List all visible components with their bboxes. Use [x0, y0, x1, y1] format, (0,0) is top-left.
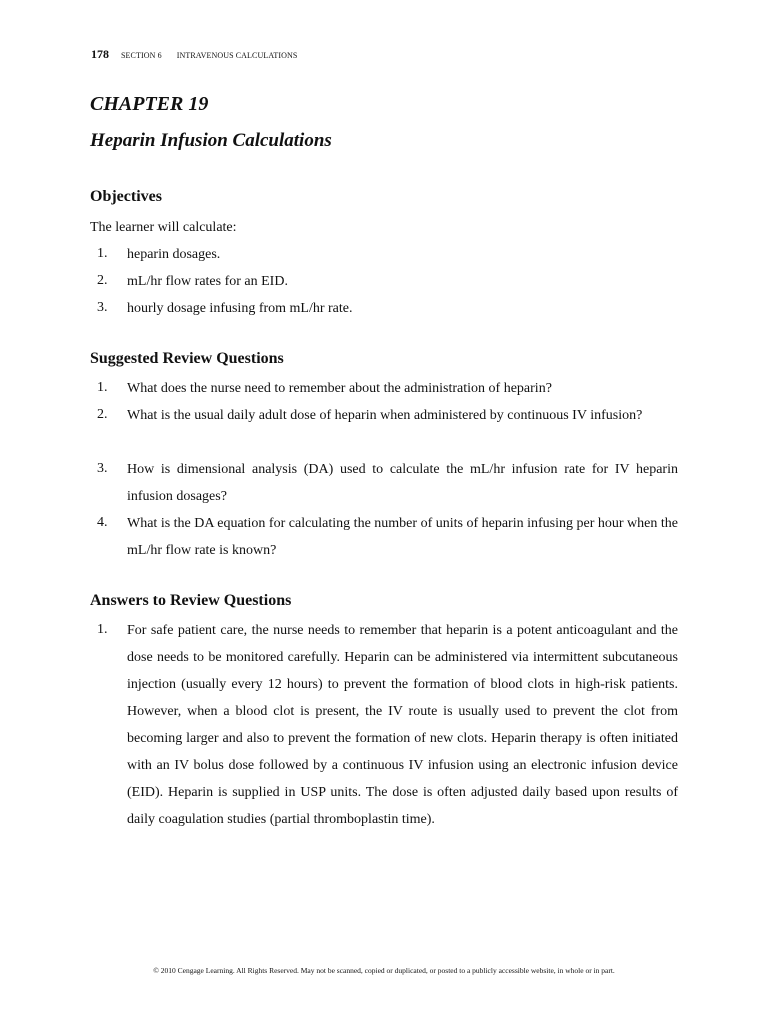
objectives-intro: The learner will calculate: [90, 220, 237, 235]
list-text: mL/hr flow rates for an EID. [127, 274, 288, 289]
list-text: How is dimensional analysis (DA) used to calculate the mL/hr infusion rate for IV heparin infusion dosages? [127, 462, 678, 504]
list-number: 4. [97, 515, 108, 530]
list-number: 3. [97, 300, 108, 315]
copyright-footer: © 2010 Cengage Learning. All Rights Reserved. May not be scanned, copied or duplicated, or posted to a publicly accessible website, in whole or in part. [153, 966, 615, 975]
list-number: 2. [97, 273, 108, 288]
section-label: SECTION 6 [121, 51, 162, 60]
objective-item [90, 273, 678, 290]
page-number: 178 [91, 47, 109, 61]
list-number: 2. [97, 407, 108, 422]
list-number: 1. [97, 380, 108, 395]
review-question-item [90, 380, 678, 397]
chapter-label: CHAPTER 19 [90, 93, 209, 115]
answers-heading: Answers to Review Questions [90, 592, 292, 609]
list-text: heparin dosages. [127, 247, 221, 262]
list-text: hourly dosage infusing from mL/hr rate. [127, 301, 353, 316]
review-question-item [90, 510, 678, 564]
chapter-title: Heparin Infusion Calculations [90, 130, 332, 151]
list-number: 1. [97, 622, 108, 637]
list-text: For safe patient care, the nurse needs to remember that heparin is a potent anticoagulant and the dose needs to be monitored carefully. Heparin can be administered via intermittent subcutaneous injection (usually every 12 hours) to prevent the formation of blood clots in high-risk patients. However, when a blood clot is present, the IV route is usually used to prevent the clot from becoming larger and also to prevent the formation of new clots. Heparin therapy is often initiated with an IV bolus dose followed by a continuous IV infusion using an electronic infusion device (EID). Heparin is supplied in USP units. The dose is often adjusted daily based upon results of daily coagulation studies (partial thromboplastin time). [127, 623, 678, 827]
list-text: What does the nurse need to remember about the administration of heparin? [127, 381, 552, 396]
objective-item [90, 246, 678, 263]
review-question-item [90, 456, 678, 510]
running-header [91, 47, 297, 62]
objective-item [90, 300, 678, 317]
list-text: What is the DA equation for calculating the number of units of heparin infusing per hour when the mL/hr flow rate is known? [127, 516, 678, 558]
review-questions-heading: Suggested Review Questions [90, 350, 284, 367]
section-title: INTRAVENOUS CALCULATIONS [176, 51, 298, 60]
review-question-item [90, 402, 678, 429]
list-text: What is the usual daily adult dose of heparin when administered by continuous IV infusion? [127, 408, 643, 423]
objectives-heading: Objectives [90, 188, 162, 205]
list-number: 3. [97, 461, 108, 476]
list-number: 1. [97, 246, 108, 261]
answer-item [90, 617, 678, 833]
